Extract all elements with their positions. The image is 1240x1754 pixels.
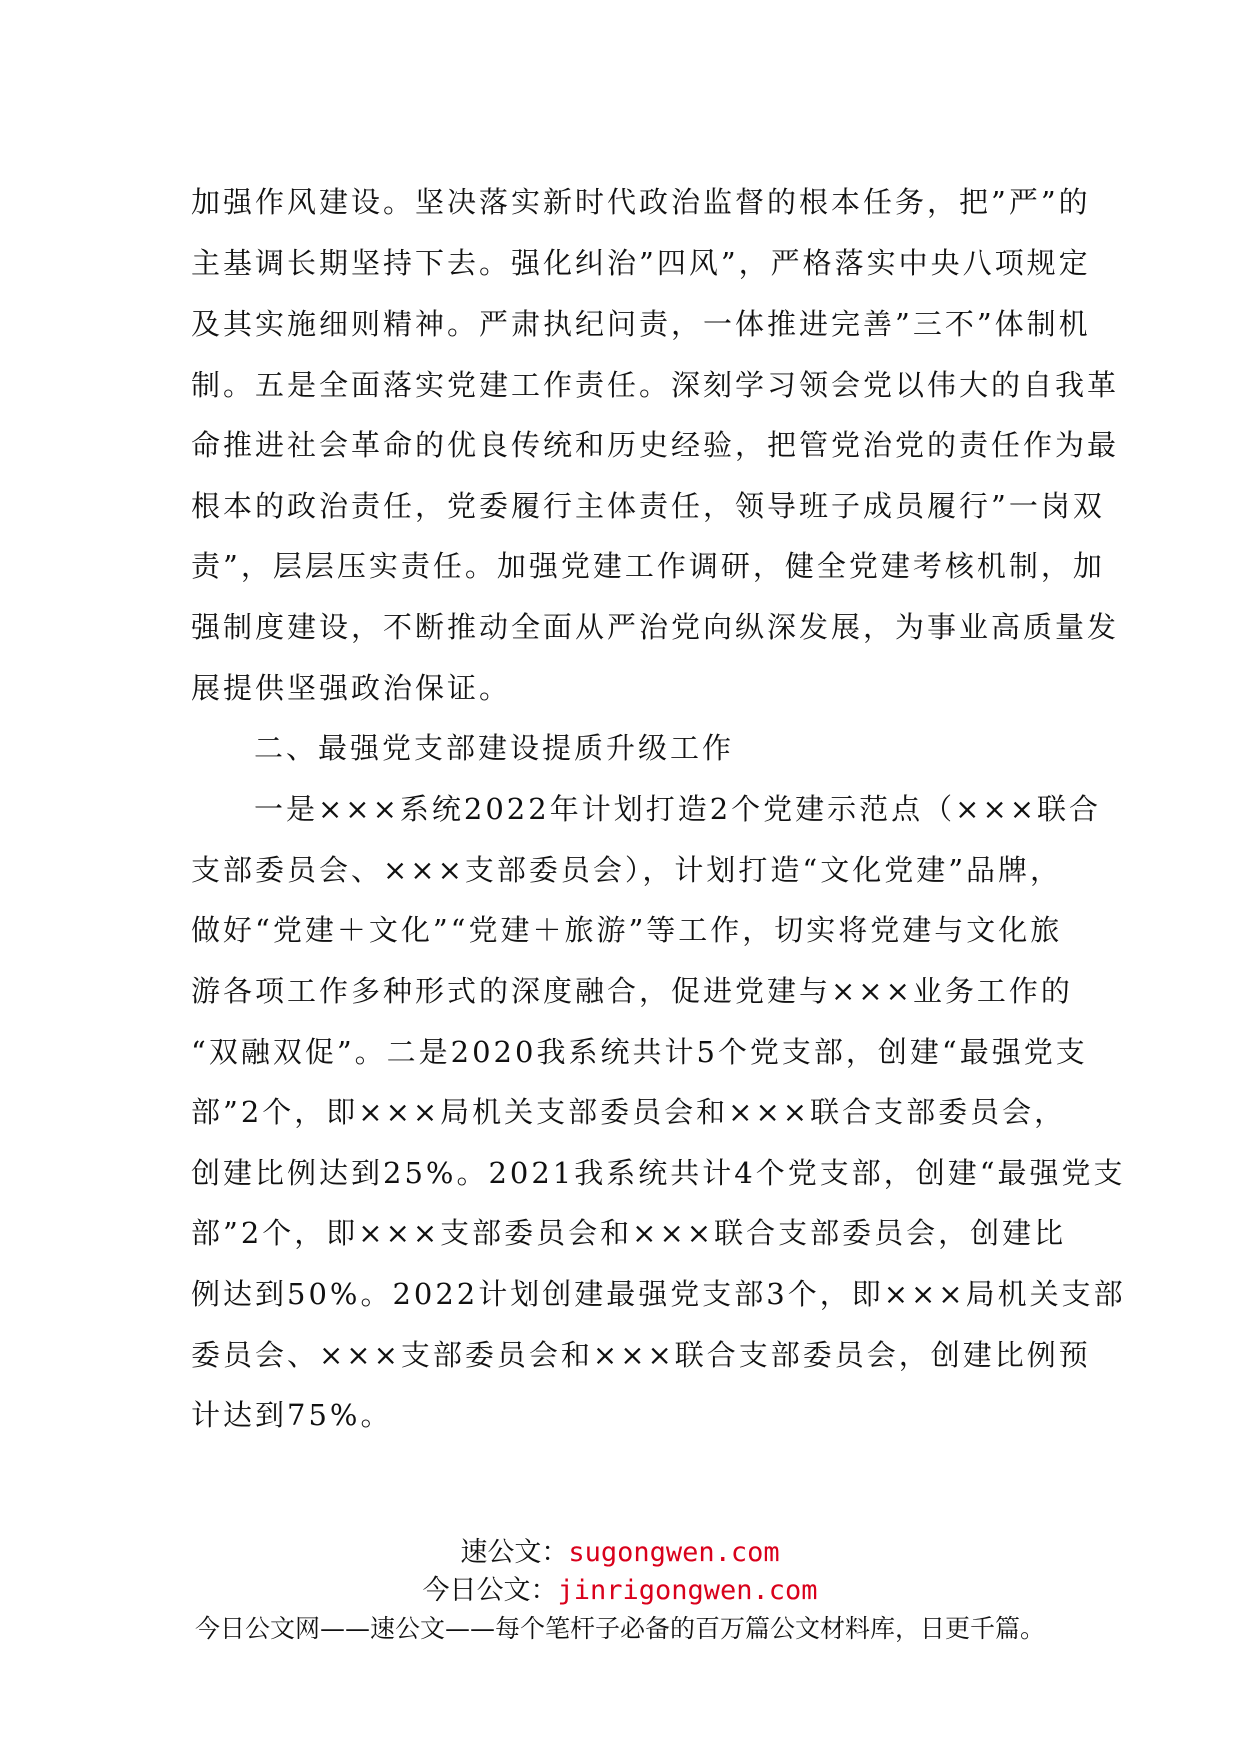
paragraph-line: 根本的政治责任，党委履行主体责任，领导班子成员履行”一岗双 <box>191 489 1105 523</box>
paragraph-line: 命推进社会革命的优良传统和历史经验，把管党治党的责任作为最 <box>191 428 1120 462</box>
paragraph-line: 计达到75%。 <box>191 1398 393 1432</box>
paragraph-line: 加强作风建设。坚决落实新时代政治监督的根本任务，把”严”的 <box>191 185 1091 219</box>
footer-slogan: 今日公文网——速公文——每个笔杆子必备的百万篇公文材料库，日更千篇。 <box>194 1614 1045 1643</box>
paragraph-line: 主基调长期坚持下去。强化纠治”四风”，严格落实中央八项规定 <box>191 246 1091 280</box>
footer-link-jinrigongwen[interactable]: jinrigongwen.com <box>557 1575 818 1606</box>
paragraph-line: 强制度建设，不断推动全面从严治党向纵深发展，为事业高质量发 <box>191 610 1120 644</box>
paragraph-line: 部”2个，即×××局机关支部委员会和×××联合支部委员会， <box>191 1095 1067 1129</box>
paragraph-line: 支部委员会、×××支部委员会），计划打造“文化党建”品牌， <box>191 853 1063 887</box>
paragraph-line: 一是×××系统2022年计划打造2个党建示范点（×××联合 <box>254 792 1102 826</box>
paragraph-line: 委员会、×××支部委员会和×××联合支部委员会，创建比例预 <box>191 1338 1091 1372</box>
footer-jinrigongwen <box>0 1573 1240 1609</box>
paragraph-line: 责”，层层压实责任。加强党建工作调研，健全党建考核机制，加 <box>191 549 1105 583</box>
paragraph-line: 创建比例达到25%。2021我系统共计4个党支部，创建“最强党支 <box>191 1156 1126 1190</box>
paragraph-line: “双融双促”。二是2020我系统共计5个党支部，创建“最强党支 <box>191 1035 1088 1069</box>
section-heading: 二、最强党支部建设提质升级工作 <box>254 731 735 765</box>
paragraph-line: 游各项工作多种形式的深度融合，促进党建与×××业务工作的 <box>191 974 1073 1008</box>
footer-label-sugongwen: 速公文： <box>460 1537 569 1568</box>
paragraph-line: 展提供坚强政治保证。 <box>191 671 512 705</box>
paragraph-line: 做好“党建＋文化”“党建＋旅游”等工作，切实将党建与文化旅 <box>191 913 1063 947</box>
paragraph-line: 例达到50%。2022计划创建最强党支部3个，即×××局机关支部 <box>191 1277 1126 1311</box>
footer-sugongwen <box>0 1535 1240 1571</box>
paragraph-line: 及其实施细则精神。严肃执纪问责，一体推进完善”三不”体制机 <box>191 307 1091 341</box>
paragraph-line: 部”2个，即×××支部委员会和×××联合支部委员会，创建比 <box>191 1216 1067 1250</box>
paragraph-line: 制。五是全面落实党建工作责任。深刻学习领会党以伟大的自我革 <box>191 368 1120 402</box>
footer-label-jinrigongwen: 今日公文： <box>422 1575 558 1606</box>
footer-link-sugongwen[interactable]: sugongwen.com <box>568 1537 780 1568</box>
